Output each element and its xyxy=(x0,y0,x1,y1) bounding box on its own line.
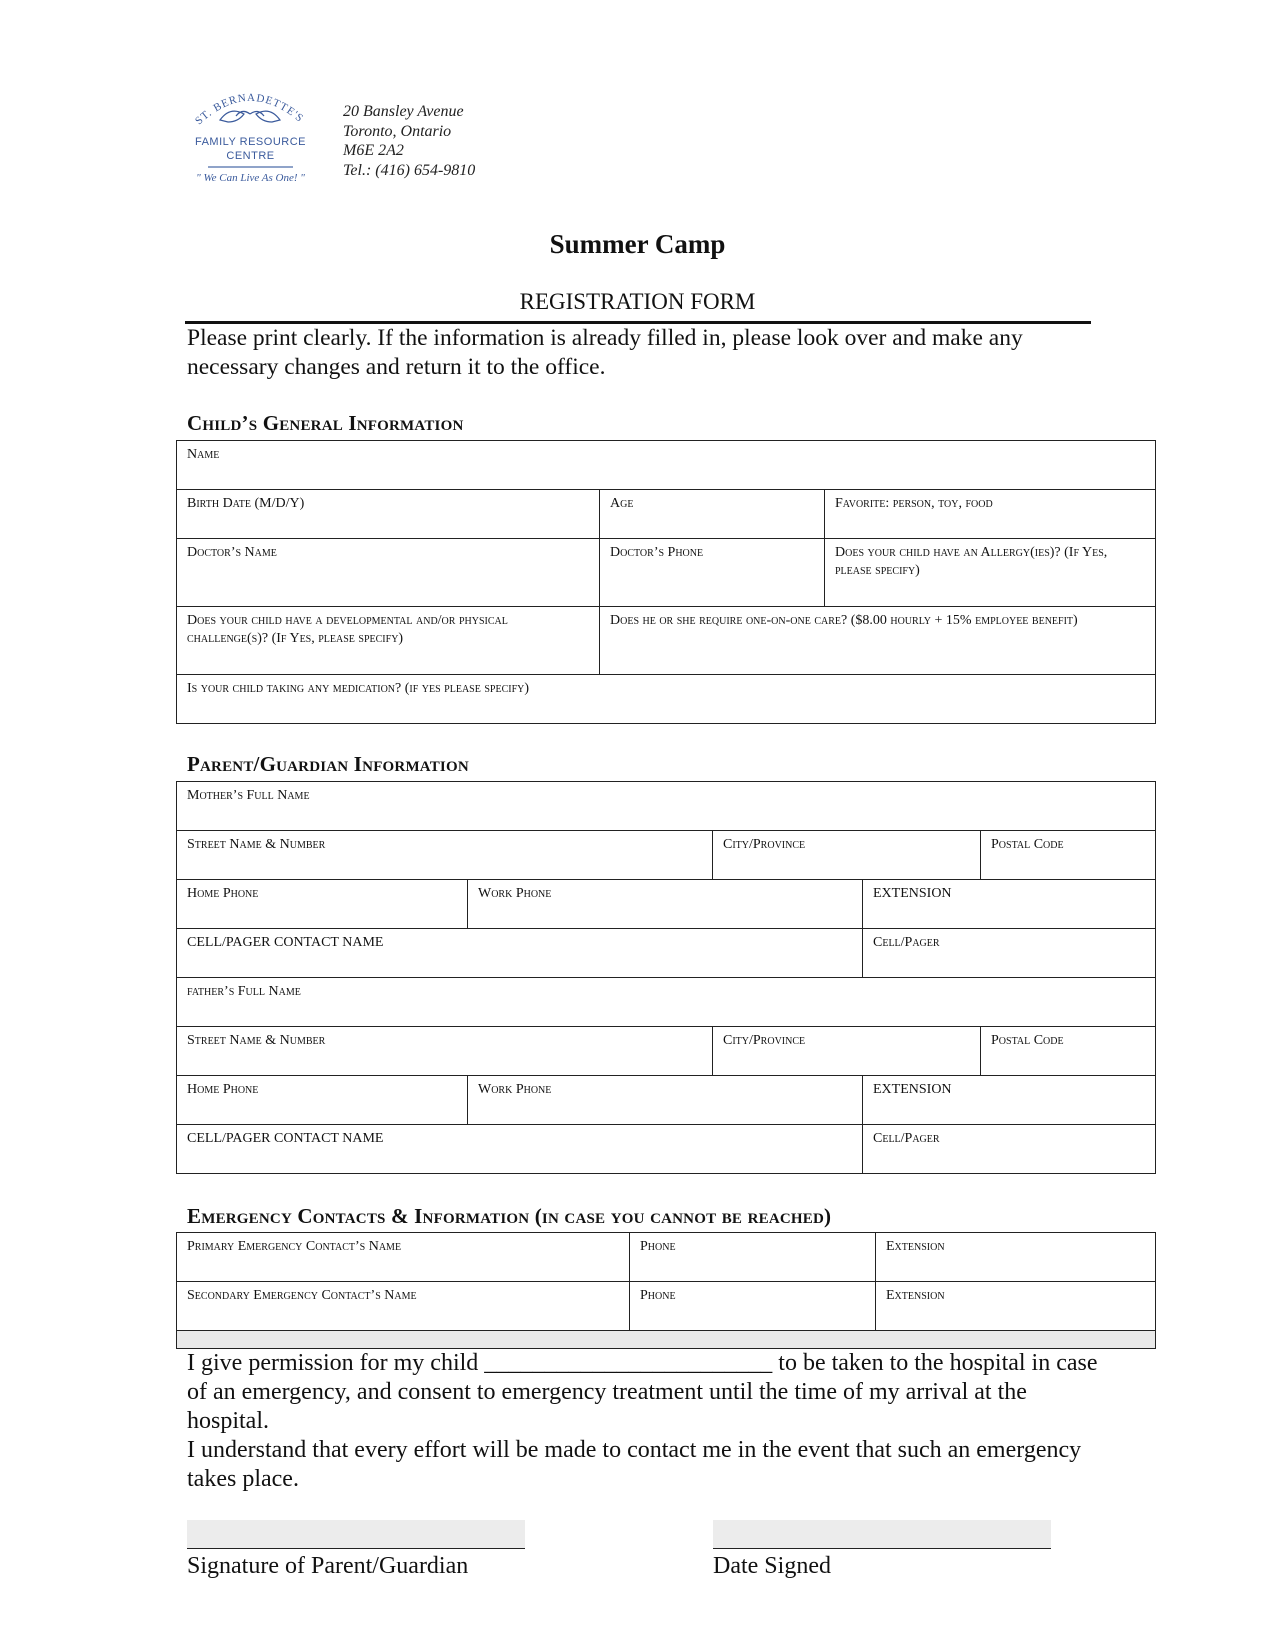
field-father-extension[interactable]: EXTENSION xyxy=(863,1076,1156,1125)
child-info-table xyxy=(176,440,1156,724)
date-signed-label: Date Signed xyxy=(713,1553,831,1579)
address-city: Toronto, Ontario xyxy=(343,122,452,140)
field-father-work-phone[interactable]: Work Phone xyxy=(468,1076,863,1125)
emergency-table xyxy=(176,1232,1156,1349)
field-primary-extension[interactable]: Extension xyxy=(876,1233,1156,1282)
parent-info-table xyxy=(176,781,1156,1174)
field-primary-contact[interactable]: Primary Emergency Contact’s Name xyxy=(177,1233,630,1282)
form-subtitle: REGISTRATION FORM xyxy=(519,289,756,314)
svg-text:ST. BERNADETTE'S: ST. BERNADETTE'S xyxy=(193,91,306,128)
field-secondary-phone[interactable]: Phone xyxy=(630,1282,876,1331)
field-favorite[interactable]: Favorite: person, toy, food xyxy=(825,490,1156,539)
section-heading-emergency: Emergency Contacts & Information (in case you cannot be reached) xyxy=(187,1204,832,1228)
address-block xyxy=(343,102,475,180)
field-mother-city[interactable]: City/Province xyxy=(713,831,981,880)
field-mother-work-phone[interactable]: Work Phone xyxy=(468,880,863,929)
field-mother-street[interactable]: Street Name & Number xyxy=(177,831,713,880)
field-child-name[interactable]: Name xyxy=(177,441,1156,490)
page-title: Summer Camp xyxy=(549,229,726,259)
field-father-name[interactable]: father’s Full Name xyxy=(177,978,1156,1027)
field-father-city[interactable]: City/Province xyxy=(713,1027,981,1076)
field-mother-home-phone[interactable]: Home Phone xyxy=(177,880,468,929)
address-postal: M6E 2A2 xyxy=(343,142,404,159)
field-father-cell-contact[interactable]: CELL/PAGER CONTACT NAME xyxy=(177,1125,863,1174)
table-footer-shade xyxy=(177,1331,1156,1349)
date-line[interactable] xyxy=(713,1520,1051,1549)
field-age[interactable]: Age xyxy=(600,490,825,539)
field-father-postal[interactable]: Postal Code xyxy=(981,1027,1156,1076)
field-medication[interactable]: Is your child taking any medication? (if yes please specify) xyxy=(177,675,1156,724)
centre-logo xyxy=(188,80,313,190)
field-primary-phone[interactable]: Phone xyxy=(630,1233,876,1282)
logo-tagline: " We Can Live As One! " xyxy=(196,172,305,184)
field-birth-date[interactable]: Birth Date (M/D/Y) xyxy=(177,490,600,539)
logo-small-print xyxy=(208,166,293,168)
field-secondary-extension[interactable]: Extension xyxy=(876,1282,1156,1331)
instructions: Please print clearly. If the information is already filled in, please look over and make any necessary changes and return it to the office. xyxy=(187,325,1023,380)
logo-line2: CENTRE xyxy=(226,150,275,162)
logo-line1: FAMILY RESOURCE xyxy=(194,136,306,148)
permission-understanding: I understand that every effort will be made to contact me in the event that such an emergency takes place. xyxy=(187,1437,1082,1492)
field-father-street[interactable]: Street Name & Number xyxy=(177,1027,713,1076)
field-father-cell-pager[interactable]: Cell/Pager xyxy=(863,1125,1156,1174)
field-mother-name[interactable]: Mother’s Full Name xyxy=(177,782,1156,831)
field-doctor-phone[interactable]: Doctor’s Phone xyxy=(600,539,825,607)
address-tel: Tel.: (416) 654-9810 xyxy=(343,161,476,179)
address-street: 20 Bansley Avenue xyxy=(343,103,464,120)
section-heading-parent: Parent/Guardian Information xyxy=(187,752,469,776)
permission-text xyxy=(187,1349,1107,1494)
field-developmental[interactable]: Does your child have a developmental and/or physical challenge(s)? (If Yes, please specify) xyxy=(177,607,600,675)
field-allergy[interactable]: Does your child have an Allergy(ies)? (If Yes, please specify) xyxy=(825,539,1156,607)
permission-consent: I give permission for my child ________________________ to be taken to the hospital in case of an emergency, and consent to emergency treatment until the time of my arrival at the hospital. xyxy=(187,1350,1098,1434)
section-heading-child: Child’s General Information xyxy=(187,411,464,435)
logo-arc-text xyxy=(188,80,313,140)
field-secondary-contact[interactable]: Secondary Emergency Contact’s Name xyxy=(177,1282,630,1331)
field-one-on-one-care[interactable]: Does he or she require one-on-one care? ($8.00 hourly + 15% employee benefit) xyxy=(600,607,1156,675)
field-mother-extension[interactable]: EXTENSION xyxy=(863,880,1156,929)
field-mother-cell-contact[interactable]: CELL/PAGER CONTACT NAME xyxy=(177,929,863,978)
field-doctor-name[interactable]: Doctor’s Name xyxy=(177,539,600,607)
signature-label: Signature of Parent/Guardian xyxy=(187,1553,469,1579)
dove-icon xyxy=(220,111,280,122)
field-mother-cell-pager[interactable]: Cell/Pager xyxy=(863,929,1156,978)
field-mother-postal[interactable]: Postal Code xyxy=(981,831,1156,880)
field-father-home-phone[interactable]: Home Phone xyxy=(177,1076,468,1125)
signature-line[interactable] xyxy=(187,1520,525,1549)
